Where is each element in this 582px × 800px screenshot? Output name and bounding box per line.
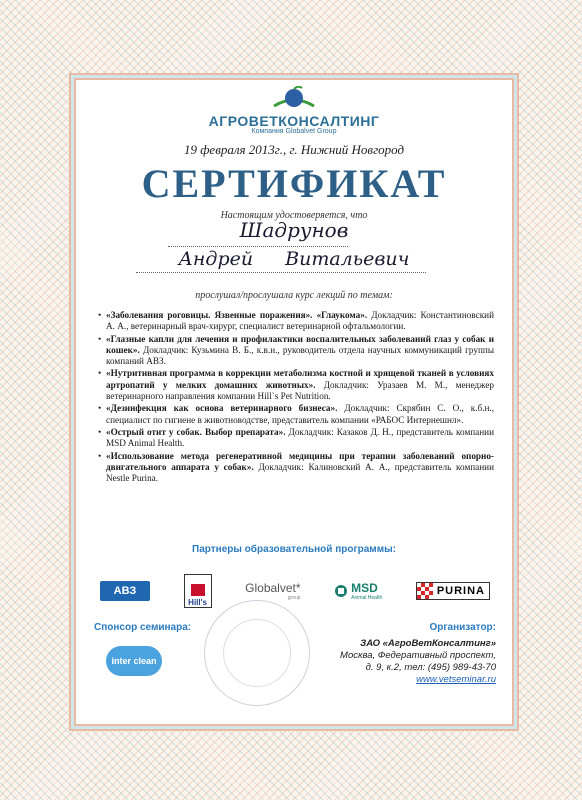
name-line: [136, 272, 426, 273]
organizer-website-link[interactable]: www.vetseminar.ru: [416, 674, 496, 685]
hills-logo: [184, 574, 212, 608]
purina-logo-text: PURINA: [433, 585, 489, 597]
topic-title: «Нутритивная программа в коррекции метаболизма костной и хрящевой тканей в условиях артропатий у мелких домашних животных».: [106, 368, 494, 390]
topic-speaker: Докладчик: Кузьмина В. Б., к.в.н., руководитель отдела научных коммуникаций группы компаний АВЗ.: [106, 344, 494, 367]
sponsor-label: Спонсор семинара:: [94, 622, 192, 633]
organizer-address-line1: Москва, Федеративный проспект,: [340, 650, 496, 661]
organizer-address-line2: д. 9, к.2, тел: (495) 989-43-70: [365, 662, 496, 673]
organizer-block: [326, 622, 496, 686]
topic-speaker: Докладчик: Уразаев М. М., менеджер ветеринарного направления компании Hill`s Pet Nutrition.: [106, 379, 495, 402]
topic-item: [98, 427, 494, 450]
topic-item: [98, 310, 494, 333]
partner-logos: [100, 574, 490, 608]
hills-mark-icon: [191, 584, 205, 596]
avz-logo: АВЗ: [100, 581, 150, 601]
listened-text: прослушал/прослушала курс лекций по темам:: [195, 290, 393, 301]
company-logo: [76, 86, 512, 135]
apple-logo-icon: [270, 86, 318, 112]
certifies-text: Настоящим удостоверяется, что: [220, 210, 368, 221]
msd-logo: [334, 581, 382, 601]
partners-label: Партнеры образовательной программы:: [192, 544, 396, 555]
topic-speaker: Докладчик: Казаков Д. Н., представитель компании MSD Animal Health.: [106, 426, 495, 449]
topic-title: «Использование метода регенеративной медицины при терапии заболеваний опорно-двигательного аппарата у собак».: [106, 450, 494, 472]
topic-item: [98, 368, 494, 402]
globalvet-logo: [245, 581, 300, 601]
company-subtitle: Компания Globalvet Group: [251, 128, 337, 135]
msd-mark-icon: [334, 584, 348, 598]
organizer-name: ЗАО «АгроВетКонсалтинг»: [360, 638, 496, 649]
interclean-logo: inter clean: [106, 646, 162, 676]
company-name: АГРОВЕТКОНСАЛТИНГ: [208, 113, 380, 129]
organizer-label: Организатор:: [429, 622, 496, 633]
topic-speaker: Докладчик: Калиновский А. А., представитель компании Nestle Purina.: [106, 461, 495, 484]
msd-logo-sub: Animal Health: [351, 595, 383, 601]
certificate-title: СЕРТИФИКАТ: [141, 161, 447, 206]
surname-line: [168, 246, 348, 247]
topic-title: «Заболевания роговицы. Язвенные поражения». «Глаукома».: [106, 310, 368, 320]
topic-item: [98, 403, 494, 426]
globalvet-logo-text: Globalvet*: [245, 581, 301, 595]
msd-logo-text: MSD: [351, 581, 378, 595]
topic-title: «Острый отит у собак. Выбор препарата».: [106, 426, 286, 437]
recipient-given-names: Андрей Витальевич: [178, 248, 410, 270]
date-place: 19 февраля 2013г., г. Нижний Новгород: [183, 142, 405, 157]
purina-logo: [416, 582, 490, 600]
hills-logo-text: Hill's: [188, 598, 207, 607]
certificate-frame: [74, 78, 514, 726]
topic-speaker: Докладчик: Константиновский А. А., ветеринарный врач-хирург, специалист ветеринарной офтальмологии.: [106, 310, 495, 332]
topic-speaker: Докладчик: Скрябин С. О., к.б.н., специалист по гигиене в животноводстве, представитель компании «РАБОС Интернешнл».: [106, 403, 495, 425]
topic-title: «Глазные капли для лечения и профилактики воспалительных заболеваний глаз у собак и кошек».: [106, 333, 494, 355]
topics-list: [98, 310, 494, 485]
seal-stamp: [204, 600, 310, 706]
recipient-surname: Шадрунов: [239, 218, 349, 242]
topic-item: [98, 334, 494, 368]
topic-title: «Дезинфекция как основа ветеринарного бизнеса».: [106, 403, 338, 414]
topic-item: [98, 451, 494, 485]
globalvet-logo-sub: group: [287, 595, 301, 601]
purina-checkerboard-icon: [417, 583, 433, 599]
